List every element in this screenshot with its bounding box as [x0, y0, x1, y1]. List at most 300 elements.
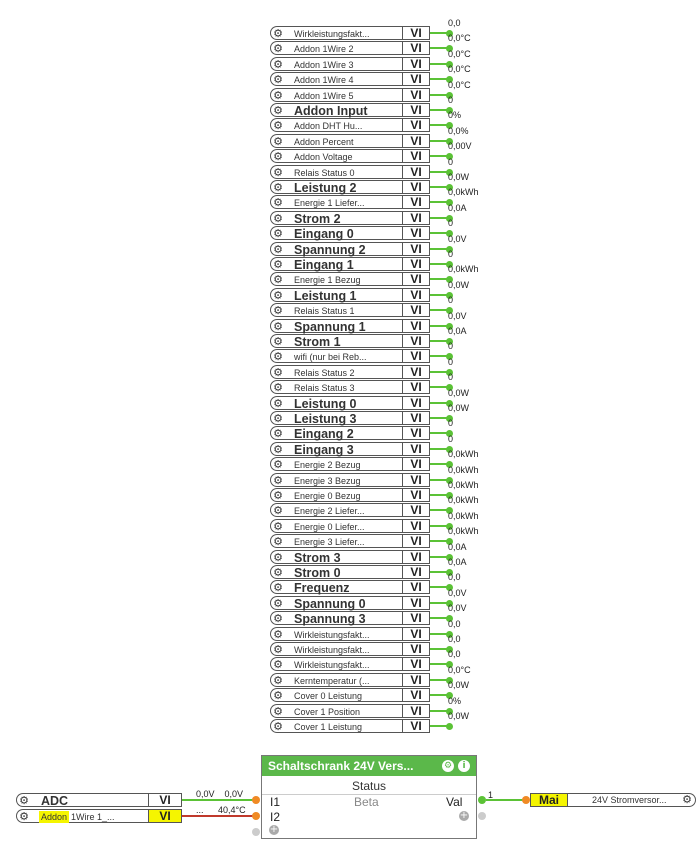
vi-tag: VI — [402, 257, 430, 271]
block-name-box — [16, 809, 148, 823]
block-value: 0% — [448, 110, 462, 120]
gear-icon[interactable]: ⚙ — [273, 181, 283, 194]
addon-wire-value-right: 40,4°C — [218, 805, 246, 815]
output-wire-stub — [430, 679, 447, 681]
block-label: Relais Status 3 — [294, 383, 355, 393]
gear-icon[interactable]: ⚙ — [273, 720, 283, 733]
vi-tag: VI — [402, 195, 430, 209]
gear-icon[interactable]: ⚙ — [273, 504, 283, 517]
output-wire-stub — [430, 263, 447, 265]
output-wire-stub — [430, 571, 447, 573]
gear-icon[interactable]: ⚙ — [273, 212, 283, 225]
block-label: Strom 0 — [294, 566, 341, 580]
gear-icon[interactable]: ⚙ — [273, 381, 283, 394]
block-label: Strom 3 — [294, 551, 341, 565]
block-name-box — [270, 303, 402, 317]
block-name-box — [270, 534, 402, 548]
vi-tag: VI — [402, 442, 430, 456]
block-value: 0,0V — [448, 234, 467, 244]
block-label: Wirkleistungsfakt... — [294, 29, 370, 39]
output-port[interactable] — [446, 723, 453, 730]
block-value: 0,0kWh — [448, 449, 479, 459]
gear-icon[interactable]: ⚙ — [273, 458, 283, 471]
output-port-val[interactable] — [478, 796, 486, 804]
output-wire-stub — [430, 494, 447, 496]
block-name-box — [270, 627, 402, 641]
add-input-icon[interactable]: + — [269, 824, 279, 835]
block-label: wifi (nur bei Reb... — [294, 352, 367, 362]
block-name-box — [270, 103, 402, 117]
vi-tag: VI — [402, 242, 430, 256]
output-label-val: Val — [446, 795, 463, 809]
block-value: 0,0A — [448, 542, 467, 552]
block-value: 0 — [448, 249, 454, 259]
block-label: Relais Status 0 — [294, 168, 355, 178]
block-label: Wirkleistungsfakt... — [294, 630, 370, 640]
block-name-box — [270, 165, 402, 179]
gear-icon[interactable]: ⚙ — [273, 227, 283, 240]
block-label: Energie 3 Liefer... — [294, 537, 365, 547]
vi-tag: VI — [402, 26, 430, 40]
block-value: 0,0A — [448, 203, 467, 213]
addon-label-highlight: Addon — [41, 812, 68, 822]
output-wire-stub — [430, 124, 447, 126]
block-name-box — [270, 380, 402, 394]
vi-tag: VI — [402, 396, 430, 410]
block-name-box — [270, 134, 402, 148]
block-name-box — [270, 550, 402, 564]
output-wire-stub — [430, 47, 447, 49]
block-name-box — [270, 365, 402, 379]
block-label: Strom 1 — [294, 335, 341, 349]
output-wire-stub — [430, 32, 447, 34]
vi-tag: VI — [402, 503, 430, 517]
block-name-box — [270, 719, 402, 733]
gear-icon[interactable]: ⚙ — [273, 612, 283, 625]
gear-icon[interactable]: ⚙ — [273, 489, 283, 502]
block-value: 0,0W — [448, 403, 470, 413]
gear-icon[interactable]: ⚙ — [19, 794, 29, 807]
block-value: 0,0°C — [448, 33, 471, 43]
block-value: 0 — [448, 295, 454, 305]
block-label: Eingang 3 — [294, 443, 354, 457]
output-wire-stub — [430, 556, 447, 558]
block-name-box — [270, 118, 402, 132]
block-value: 0,0°C — [448, 665, 471, 675]
gear-icon[interactable]: ⚙ — [273, 397, 283, 410]
output-wire-stub — [430, 463, 447, 465]
gear-icon[interactable]: ⚙ — [19, 810, 29, 823]
block-value: 0,0% — [448, 126, 469, 136]
block-name-box — [270, 503, 402, 517]
vi-tag: VI — [402, 550, 430, 564]
block-label: Addon 1Wire 5 — [294, 91, 354, 101]
output-wire-stub — [430, 309, 447, 311]
block-label: Energie 1 Bezug — [294, 275, 361, 285]
output-wire-stub — [430, 201, 447, 203]
vi-tag: VI — [402, 57, 430, 71]
gear-icon[interactable]: ⚙ — [273, 412, 283, 425]
block-label: Eingang 1 — [294, 258, 354, 272]
vi-tag: VI — [402, 149, 430, 163]
vi-tag: VI — [402, 473, 430, 487]
block-name-box — [270, 257, 402, 271]
output-wire-stub — [430, 617, 447, 619]
gear-icon[interactable]: ⚙ — [273, 304, 283, 317]
block-value: 0,0 — [448, 619, 461, 629]
block-label: Addon DHT Hu... — [294, 121, 363, 131]
gear-icon[interactable]: ⚙ — [273, 196, 283, 209]
info-icon[interactable]: i — [458, 760, 470, 772]
gear-icon[interactable]: ⚙ — [273, 273, 283, 286]
block-name-box — [270, 334, 402, 348]
block-value: 0 — [448, 434, 454, 444]
vi-tag: VI — [402, 580, 430, 594]
gear-icon[interactable]: ⚙ — [273, 427, 283, 440]
block-name-box — [270, 704, 402, 718]
block-name-box — [270, 426, 402, 440]
vi-tag: VI — [402, 303, 430, 317]
block-label: Strom 2 — [294, 212, 341, 226]
block-name-box — [270, 580, 402, 594]
output-wire-stub — [430, 602, 447, 604]
block-value: 0,0 — [448, 649, 461, 659]
vi-tag: VI — [402, 165, 430, 179]
gear-icon[interactable]: ⚙ — [443, 761, 453, 771]
block-name-box — [270, 473, 402, 487]
block-label: Spannung 3 — [294, 612, 366, 626]
block-name-box — [270, 519, 402, 533]
output-wire-stub — [430, 694, 447, 696]
block-value: 0,0W — [448, 172, 470, 182]
gear-icon[interactable]: ⚙ — [273, 320, 283, 333]
block-value: 0,0kWh — [448, 480, 479, 490]
block-name-box — [270, 26, 402, 40]
block-label: Addon Voltage — [294, 152, 353, 162]
gear-icon[interactable]: ⚙ — [273, 350, 283, 363]
block-name-box — [270, 457, 402, 471]
gear-icon[interactable]: ⚙ — [273, 689, 283, 702]
block-label: Energie 2 Bezug — [294, 460, 361, 470]
gear-icon[interactable]: ⚙ — [273, 520, 283, 533]
block-label: Relais Status 2 — [294, 368, 355, 378]
block-label: Addon 1Wire 2 — [294, 44, 354, 54]
output-wire-stub — [430, 217, 447, 219]
gear-icon[interactable]: ⚙ — [273, 705, 283, 718]
block-value: 0,0W — [448, 711, 470, 721]
output-target-port[interactable] — [522, 796, 530, 804]
block-name-box — [270, 442, 402, 456]
vi-tag: VI — [402, 534, 430, 548]
block-name-box — [270, 657, 402, 671]
block-label: Wirkleistungsfakt... — [294, 645, 370, 655]
block-label: Cover 1 Position — [294, 707, 361, 717]
block-value: 0 — [448, 372, 454, 382]
output-wire-stub — [430, 63, 447, 65]
block-name-box — [270, 72, 402, 86]
block-name-box — [270, 226, 402, 240]
block-label: Addon Input — [294, 104, 368, 118]
gear-icon[interactable]: ⚙ — [273, 89, 283, 102]
vi-tag: VI — [402, 365, 430, 379]
block-label: Addon Percent — [294, 137, 354, 147]
block-name-box — [270, 195, 402, 209]
block-label: Energie 0 Liefer... — [294, 522, 365, 532]
block-label: Cover 1 Leistung — [294, 722, 363, 732]
output-wire-stub — [430, 94, 447, 96]
block-label: Spannung 0 — [294, 597, 366, 611]
block-value: 0,0kWh — [448, 511, 479, 521]
logic-block[interactable] — [261, 755, 477, 839]
block-value: 0 — [448, 418, 454, 428]
gear-icon[interactable]: ⚙ — [273, 135, 283, 148]
vi-tag: VI — [402, 103, 430, 117]
vi-tag: VI — [402, 519, 430, 533]
output-wire-stub — [430, 402, 447, 404]
input-port-empty[interactable] — [252, 828, 260, 836]
gear-icon[interactable]: ⚙ — [273, 73, 283, 86]
output-block-24v[interactable] — [530, 793, 696, 807]
gear-icon[interactable]: ⚙ — [273, 535, 283, 548]
block-value: 0,0°C — [448, 80, 471, 90]
block-name-box — [270, 41, 402, 55]
block-label: Leistung 1 — [294, 289, 357, 303]
gear-icon[interactable]: ⚙ — [273, 366, 283, 379]
block-name-box — [270, 688, 402, 702]
vi-tag: VI — [402, 627, 430, 641]
output-wire-stub — [430, 479, 447, 481]
block-value: 0 — [448, 341, 454, 351]
gear-icon[interactable]: ⚙ — [273, 643, 283, 656]
block-label: Energie 2 Liefer... — [294, 506, 365, 516]
gear-icon[interactable]: ⚙ — [273, 27, 283, 40]
block-name-box — [270, 411, 402, 425]
output-wire-stub — [430, 725, 447, 727]
output-tag: Mai — [530, 793, 568, 807]
vi-block[interactable] — [270, 634, 461, 656]
gear-icon[interactable]: ⚙ — [273, 104, 283, 117]
gear-icon[interactable]: ⚙ — [273, 258, 283, 271]
block-label: Addon 1Wire 4 — [294, 75, 354, 85]
addon-1wire-input-block[interactable] — [16, 809, 182, 823]
gear-icon[interactable]: ⚙ — [273, 166, 283, 179]
block-name-box — [270, 88, 402, 102]
output-wire-stub — [430, 155, 447, 157]
output-wire-stub — [430, 633, 447, 635]
block-label: Frequenz — [294, 581, 350, 595]
adc-label: ADC — [41, 794, 69, 808]
vi-block[interactable] — [270, 18, 461, 40]
gear-icon[interactable]: ⚙ — [682, 793, 692, 806]
block-value: 0,0kWh — [448, 264, 479, 274]
block-value: 0,0V — [448, 311, 467, 321]
block-value: 0% — [448, 696, 462, 706]
gear-icon[interactable]: ⚙ — [273, 474, 283, 487]
output-wire-stub — [430, 540, 447, 542]
output-wire-stub — [430, 294, 447, 296]
output-wire-stub — [430, 417, 447, 419]
output-wire-stub — [430, 325, 447, 327]
vi-tag: VI — [402, 657, 430, 671]
block-value: 0,0kWh — [448, 495, 479, 505]
gear-icon[interactable]: ⚙ — [273, 551, 283, 564]
vi-tag: VI — [402, 272, 430, 286]
addon-label-rest: 1Wire 1_... — [71, 812, 115, 822]
output-wire-stub — [430, 663, 447, 665]
gear-icon[interactable]: ⚙ — [273, 150, 283, 163]
vi-tag: VI — [402, 88, 430, 102]
center-label: Beta — [354, 795, 379, 809]
vi-tag: VI — [402, 334, 430, 348]
output-port-empty[interactable] — [478, 812, 486, 820]
output-wire-stub — [430, 586, 447, 588]
vi-tag: VI — [402, 488, 430, 502]
output-wire-stub — [430, 248, 447, 250]
adc-input-block[interactable] — [16, 793, 182, 807]
block-label: Energie 0 Bezug — [294, 491, 361, 501]
output-wire-stub — [430, 386, 447, 388]
vi-tag: VI — [402, 565, 430, 579]
output-wire-stub — [430, 340, 447, 342]
gear-icon[interactable]: ⚙ — [273, 628, 283, 641]
block-label: Kerntemperatur (... — [294, 676, 370, 686]
vi-tag: VI — [148, 793, 182, 807]
vi-tag: VI — [402, 611, 430, 625]
output-wire-stub — [430, 232, 447, 234]
gear-icon[interactable]: ⚙ — [273, 58, 283, 71]
block-value: 0,0W — [448, 680, 470, 690]
input-port-i1[interactable] — [252, 796, 260, 804]
block-value: 0,0°C — [448, 64, 471, 74]
vi-tag: VI — [402, 226, 430, 240]
vi-tag: VI — [402, 380, 430, 394]
vi-tag: VI — [402, 349, 430, 363]
block-value: 0,0W — [448, 388, 470, 398]
block-value: 0,0A — [448, 557, 467, 567]
block-name-box — [270, 242, 402, 256]
vi-tag: VI — [148, 809, 182, 823]
vi-tag: VI — [402, 673, 430, 687]
gear-icon[interactable]: ⚙ — [273, 674, 283, 687]
gear-icon[interactable]: ⚙ — [273, 289, 283, 302]
addon-wire-value-left: ... — [196, 805, 204, 815]
block-name-box — [270, 180, 402, 194]
gear-icon[interactable]: ⚙ — [273, 42, 283, 55]
adc-wire-values: 0,0V 0,0V — [196, 789, 244, 799]
block-name-box — [270, 349, 402, 363]
block-label: Eingang 0 — [294, 227, 354, 241]
vi-tag: VI — [402, 719, 430, 733]
block-name-box — [270, 57, 402, 71]
output-wire-stub — [430, 710, 447, 712]
block-name-box — [270, 565, 402, 579]
block-value: 0,0A — [448, 326, 467, 336]
block-value: 0 — [448, 157, 454, 167]
block-name-box — [270, 611, 402, 625]
block-label: Spannung 2 — [294, 243, 366, 257]
block-value: 0,0W — [448, 280, 470, 290]
block-name-box — [16, 793, 148, 807]
block-label: Energie 1 Liefer... — [294, 198, 365, 208]
block-label: Energie 3 Bezug — [294, 476, 361, 486]
gear-icon[interactable]: ⚙ — [273, 443, 283, 456]
add-output-icon[interactable]: + — [459, 810, 469, 821]
gear-icon[interactable]: ⚙ — [273, 119, 283, 132]
gear-icon[interactable]: ⚙ — [273, 566, 283, 579]
block-name-box — [270, 288, 402, 302]
block-label: Eingang 2 — [294, 427, 354, 441]
output-wire-stub — [430, 109, 447, 111]
vi-tag: VI — [402, 411, 430, 425]
output-name-box — [568, 793, 696, 807]
block-label: Spannung 1 — [294, 320, 366, 334]
vi-tag: VI — [402, 688, 430, 702]
block-value: 0,0°C — [448, 49, 471, 59]
block-value: 0 — [448, 218, 454, 228]
vi-tag: VI — [402, 118, 430, 132]
vi-tag: VI — [402, 41, 430, 55]
vi-tag: VI — [402, 426, 430, 440]
output-wire-stub — [430, 186, 447, 188]
block-value: 0,0V — [448, 603, 467, 613]
output-label: 24V Stromversor... — [592, 795, 667, 805]
block-value: 0,0V — [448, 588, 467, 598]
gear-icon[interactable]: ⚙ — [273, 658, 283, 671]
block-value: 0 — [448, 95, 454, 105]
block-label: Relais Status 1 — [294, 306, 355, 316]
vi-tag: VI — [402, 596, 430, 610]
vi-tag: VI — [402, 134, 430, 148]
output-wire-stub — [430, 509, 447, 511]
block-value: 0,0 — [448, 572, 461, 582]
gear-icon[interactable]: ⚙ — [273, 243, 283, 256]
block-value: 0,00V — [448, 141, 472, 151]
block-label: Leistung 2 — [294, 181, 357, 195]
output-wire-stub — [430, 648, 447, 650]
block-label: Addon 1Wire 3 — [294, 60, 354, 70]
output-wire-stub — [430, 355, 447, 357]
output-wire-stub — [430, 371, 447, 373]
vi-tag: VI — [402, 211, 430, 225]
output-wire-stub — [430, 78, 447, 80]
output-wire-stub — [430, 140, 447, 142]
block-label: Leistung 3 — [294, 412, 357, 426]
block-value: 0,0kWh — [448, 465, 479, 475]
input-label-i1: I1 — [270, 795, 281, 809]
vi-block[interactable] — [270, 649, 461, 671]
block-value: 0,0 — [448, 18, 461, 28]
block-name-box — [270, 211, 402, 225]
wire-adc — [182, 799, 256, 801]
gear-icon[interactable]: ⚙ — [273, 335, 283, 348]
status-label: Status — [262, 779, 476, 795]
gear-icon[interactable]: ⚙ — [273, 581, 283, 594]
vi-tag: VI — [402, 642, 430, 656]
block-label: Wirkleistungsfakt... — [294, 660, 370, 670]
output-wire-stub — [430, 278, 447, 280]
block-name-box — [270, 272, 402, 286]
block-value: 0,0 — [448, 634, 461, 644]
block-name-box — [270, 396, 402, 410]
block-value: 0,0kWh — [448, 526, 479, 536]
wire-addon — [182, 815, 256, 817]
vi-tag: VI — [402, 180, 430, 194]
input-port-i2[interactable] — [252, 812, 260, 820]
gear-icon[interactable]: ⚙ — [273, 597, 283, 610]
block-name-box — [270, 319, 402, 333]
vi-tag: VI — [402, 704, 430, 718]
output-wire-value: 1 — [488, 790, 494, 800]
